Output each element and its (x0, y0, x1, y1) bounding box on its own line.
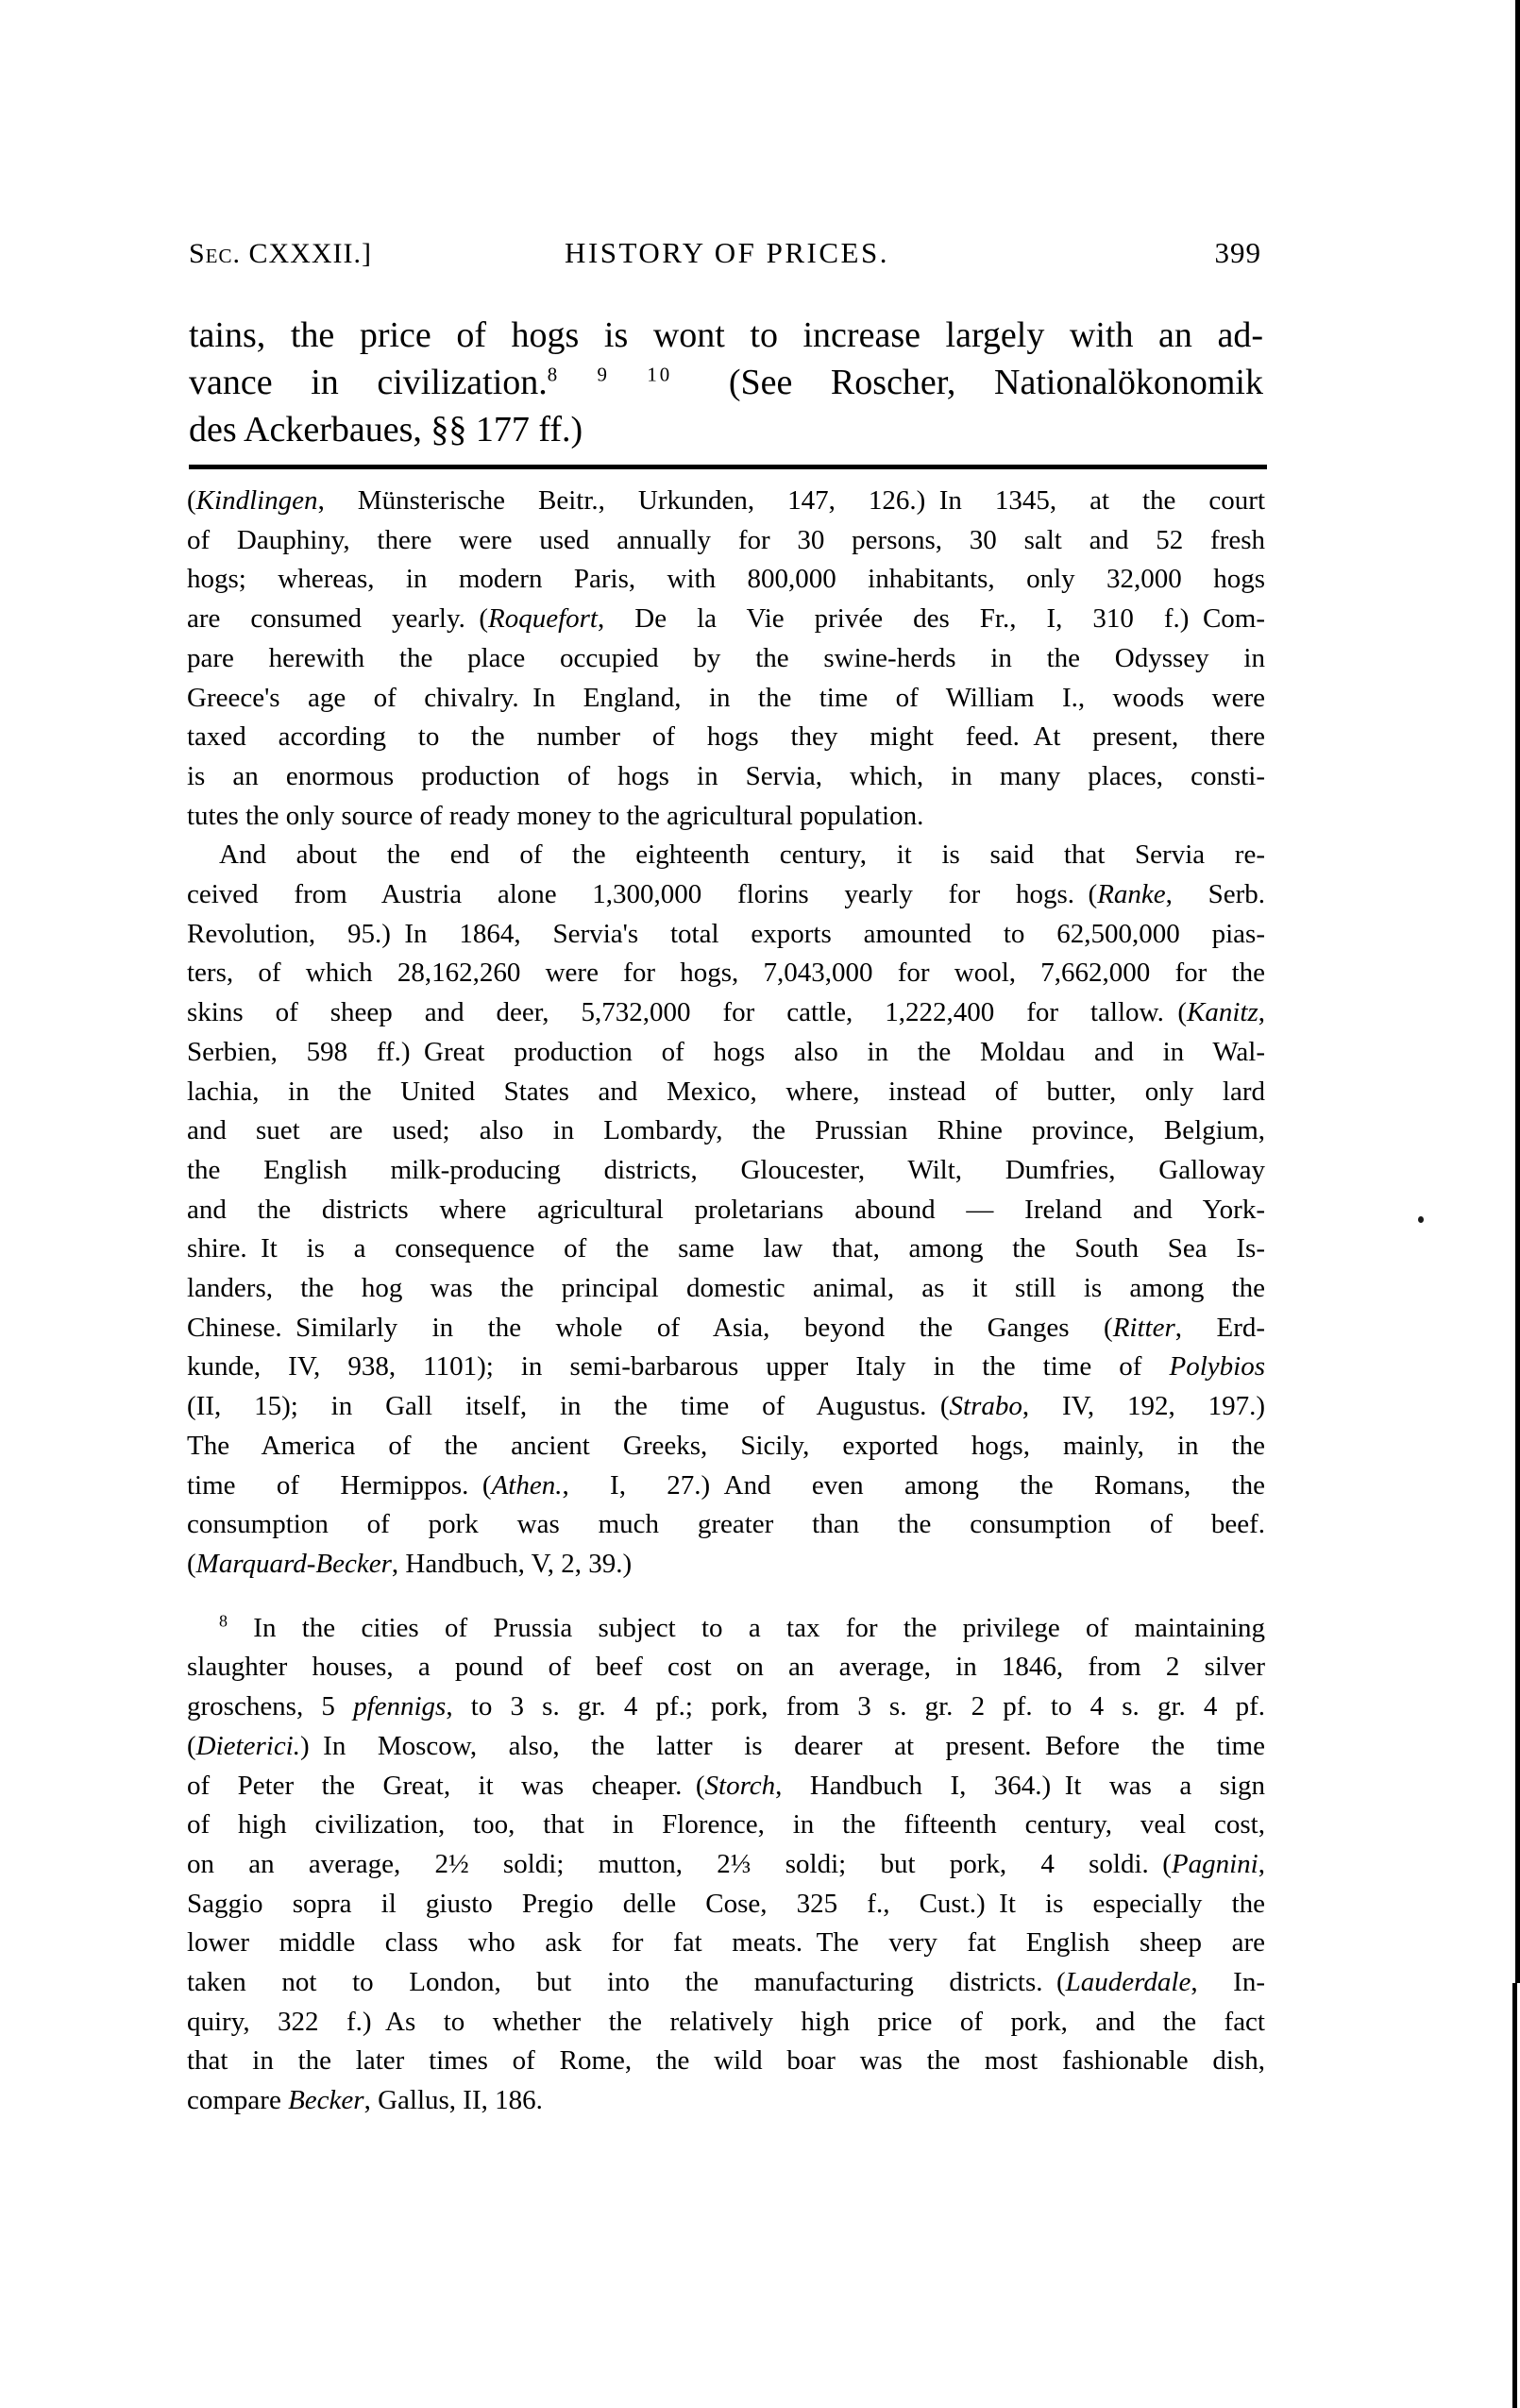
footnote-line: (II, 15); in Gall itself, in the time of Augustus. (Strabo, IV, 192, 197.) (187, 1391, 1265, 1422)
footnote-line: the English milk-producing districts, Gloucester, Wilt, Dumfries, Galloway (187, 1154, 1265, 1185)
footnote-line: on an average, 2½ soldi; mutton, 2⅓ soldi; but pork, 4 soldi. (Pagnini, (187, 1848, 1265, 1879)
text-line: des Ackerbaues, §§ 177 ff.) (189, 410, 583, 449)
footnote-line: that in the later times of Rome, the wild boar was the most fashionable dish, (187, 2045, 1265, 2077)
footnote-line: ters, of which 28,162,260 were for hogs, 7,043,000 for wool, 7,662,000 for the (187, 958, 1265, 989)
footnote-line: is an enormous production of hogs in Servia, which, in many places, consti- (187, 760, 1265, 791)
footnote-line: ceived from Austria alone 1,300,000 florins yearly for hogs. (Ranke, Serb. (187, 879, 1265, 910)
main-text-block (189, 312, 1263, 453)
footnote-line: consumption of pork was much greater than the consumption of beef. (187, 1509, 1265, 1540)
footnote-line: groschens, 5 pfennigs, to 3 s. gr. 4 pf.; pork, from 3 s. gr. 2 pf. to 4 s. gr. 4 pf. (187, 1691, 1265, 1722)
footnote-line: quiry, 322 f.) As to whether the relatively high price of pork, and the fact (187, 2006, 1265, 2037)
footnote-line: (Dieterici.) In Moscow, also, the latter is dearer at present. Before the time (187, 1730, 1265, 1761)
footnote-line: slaughter houses, a pound of beef cost on an average, in 1846, from 2 silver (187, 1652, 1265, 1683)
footnote-line: shire. It is a consequence of the same law that, among the South Sea Is- (187, 1233, 1265, 1264)
footnote-line: (Kindlingen, Münsterische Beitr., Urkunden, 147, 126.) In 1345, at the court (187, 485, 1265, 516)
footnote-separator-rule (189, 465, 1267, 469)
scan-edge-line (1515, 0, 1520, 1983)
section-label: Sec. CXXXII.] (189, 238, 372, 269)
running-title: HISTORY OF PRICES. (565, 236, 889, 269)
footnote-line: and suet are used; also in Lombardy, the Prussian Rhine province, Belgium, (187, 1115, 1265, 1146)
footnote-line: are consumed yearly. (Roquefort, De la Vie privée des Fr., I, 310 f.) Com- (187, 603, 1266, 635)
footnote-line: skins of sheep and deer, 5,732,000 for cattle, 1,222,400 for tallow. (Kanitz, (187, 997, 1265, 1028)
footnote-line: lachia, in the United States and Mexico, where, instead of butter, only lard (187, 1076, 1265, 1107)
footnote-line: taken not to London, but into the manufacturing districts. (Lauderdale, In- (187, 1967, 1265, 1998)
footnote-line: lower middle class who ask for fat meats. The very fat English sheep are (187, 1927, 1265, 1959)
footnote-line: Greece's age of chivalry. In England, in the time of William I., woods were (187, 682, 1265, 713)
footnote-line: time of Hermippos. (Athen., I, 27.) And even among the Romans, the (187, 1469, 1265, 1501)
footnote-line: and the districts where agricultural proletarians abound — Ireland and York- (187, 1194, 1265, 1225)
footnote-line: The America of the ancient Greeks, Sicily, exported hogs, mainly, in the (187, 1430, 1265, 1461)
footnote-line: Revolution, 95.) In 1864, Servia's total exports amounted to 62,500,000 pias- (187, 918, 1265, 949)
page-header (189, 234, 1265, 274)
page-number: 399 (1214, 236, 1261, 269)
footnote-line: of Peter the Great, it was cheaper. (Storch, Handbuch I, 364.) It was a sign (187, 1770, 1265, 1801)
text-line: vance in civilization.$^{8 9 10}$ (See Roscher, Nationalökonomik (189, 363, 1263, 402)
footnote-line: $^8$ In the cities of Prussia subject to a tax for the privilege of maintaining (219, 1611, 1265, 1643)
footnote-line: landers, the hog was the principal domestic animal, as it still is among the (187, 1273, 1265, 1304)
footnote-line: And about the end of the eighteenth century, it is said that Servia re- (219, 839, 1265, 871)
footnote-line: of high civilization, too, that in Florence, in the fifteenth century, veal cost, (187, 1809, 1265, 1840)
footnote-line: Saggio sopra il giusto Pregio delle Cose, 325 f., Cust.) It is especially the (187, 1888, 1265, 1919)
footnote-line: taxed according to the number of hogs they might feed. At present, there (187, 721, 1265, 753)
footnote-line: pare herewith the place occupied by the swine-herds in the Odyssey in (187, 642, 1265, 673)
footnote-line: compare Becker, Gallus, II, 186. (187, 2085, 543, 2116)
text-line: tains, the price of hogs is wont to increase largely with an ad- (189, 315, 1263, 355)
footnote-line: kunde, IV, 938, 1101); in semi-barbarous upper Italy in the time of Polybios (187, 1351, 1265, 1382)
footnote-line: tutes the only source of ready money to the agricultural population. (187, 800, 924, 831)
footnote-line: Serbien, 598 ff.) Great production of hogs also in the Moldau and in Wal- (187, 1036, 1265, 1067)
footnote-block (187, 482, 1265, 2121)
footnote-line: of Dauphiny, there were used annually for 30 persons, 30 salt and 52 fresh (187, 524, 1265, 555)
footnote-line: hogs; whereas, in modern Paris, with 800,000 inhabitants, only 32,000 hogs (187, 564, 1265, 595)
footnote-line: Chinese. Similarly in the whole of Asia, beyond the Ganges (Ritter, Erd- (187, 1312, 1266, 1343)
scan-edge-line (1512, 1983, 1517, 2408)
footnote-line: (Marquard-Becker, Handbuch, V, 2, 39.) (187, 1548, 633, 1579)
scan-speck (1418, 1216, 1424, 1223)
